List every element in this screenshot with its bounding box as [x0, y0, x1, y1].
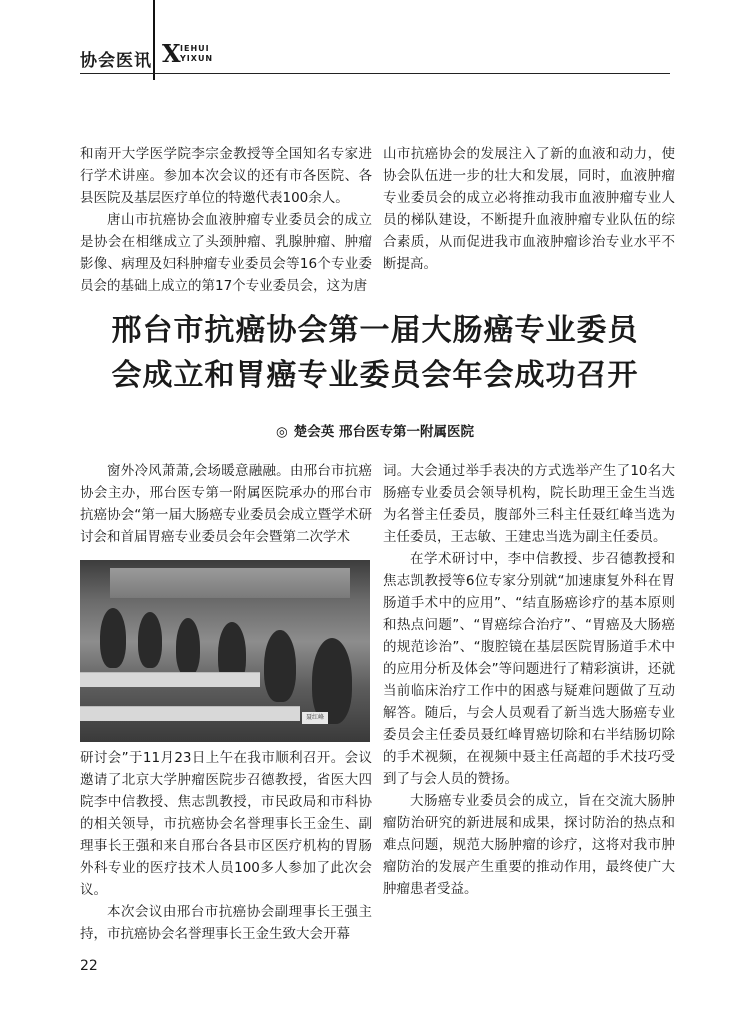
article-left-column-bottom: [80, 747, 372, 945]
byline-text: 楚会英 邢台医专第一附属医院: [293, 424, 474, 440]
paragraph: 本次会议由邢台市抗癌协会副理事长王强主持，市抗癌协会名誉理事长王金生致大会开幕: [80, 904, 372, 942]
photo-table: [80, 672, 260, 687]
photo-person: [100, 608, 126, 668]
photo-person: [138, 612, 162, 668]
paragraph: 山市抗癌协会的发展注入了新的血液和动力，使协会队伍进一步的壮大和发展，同时，血液肿瘤专业委员会的成立必将推动我市血液肿瘤专业人员的梯队建设，不断提升血液肿瘤专业队伍的综合素质，从而促进我市血液肿瘤诊治专业水平不断提高。: [383, 146, 675, 272]
previous-article-right-column: [383, 143, 675, 275]
paragraph: 和南开大学医学院李宗金教授等全国知名专家进行学术讲座。参加本次会议的还有市各医院、各县医院及基层医疗单位的特邀代表100余人。: [80, 146, 372, 206]
photo-banner: [110, 568, 350, 598]
meeting-photo: [80, 560, 370, 742]
article-title-line-1: 邢台市抗癌协会第一届大肠癌专业委员: [111, 313, 639, 348]
header-vertical-rule: [153, 0, 155, 80]
section-title: 协会医讯: [80, 51, 152, 71]
paragraph: 在学术研讨中，李中信教授、步召德教授和焦志凯教授等6位专家分别就“加速康复外科在胃肠道手术中的应用”、“结直肠癌诊疗的基本原则和热点问题”、“胃癌综合治疗”、“胃癌及大肠癌的规范诊治”、“腹腔镜在基层医院胃肠道手术中的应用分析及体会”等问题进行了精彩演讲，还就当前临床治疗工作中的困惑与疑难问题做了互动解答。随后，与会人员观看了新当选大肠癌专业委员会主任委员聂红峰胃癌切除和右半结肠切除的手术视频，在视频中聂主任高超的手术技巧受到了与会人员的赞扬。: [383, 551, 675, 787]
article-right-column: [383, 460, 675, 900]
article-left-column-top: [80, 460, 372, 548]
photo-person: [264, 630, 296, 702]
section-logo-letter: X: [162, 39, 181, 68]
previous-article-left-column: [80, 143, 372, 297]
paragraph: 唐山市抗癌协会血液肿瘤专业委员会的成立是协会在相继成立了头颈肿瘤、乳腺肿瘤、肿瘤影像、病理及妇科肿瘤专业委员会等16个专业委员会的基础上成立的第17个专业委员会，这为唐: [80, 212, 372, 294]
section-logo-word-2: YIXUN: [180, 54, 214, 63]
section-logo-word-1: IEHUI: [180, 44, 210, 53]
photo-nameplate: 聂红峰: [302, 712, 328, 724]
section-logo-words: [180, 44, 213, 64]
paragraph: 大肠癌专业委员会的成立，旨在交流大肠肿瘤防治研究的新进展和成果，探讨防治的热点和难点问题，规范大肠肿瘤的诊疗，这将对我市肿瘤防治的发展产生重要的推动作用，最终使广大肿瘤患者受益。: [383, 793, 675, 897]
paragraph: 词。大会通过举手表决的方式选举产生了10名大肠癌专业委员会领导机构，院长助理王金生当选为名誉主任委员，腹部外三科主任聂红峰当选为主任委员，王志敏、王建忠当选为副主任委员。: [383, 463, 675, 545]
photo-person: [176, 618, 200, 676]
article-byline: [0, 420, 750, 440]
paragraph: 研讨会”于11月23日上午在我市顺利召开。会议邀请了北京大学肿瘤医院步召德教授，省医大四院李中信教授、焦志凯教授，市民政局和市科协的相关领导，市抗癌协会名誉理事长王金生、副理事长王强和来自邢台各县市区医疗机构的胃肠外科专业的医疗技术人员100多人参加了此次会议。: [80, 750, 372, 898]
article-title: [60, 308, 690, 398]
byline-mark: ◎: [276, 424, 288, 440]
page-number: 22: [80, 958, 98, 974]
article-title-line-2: 会成立和胃癌专业委员会年会成功召开: [111, 358, 639, 393]
header-horizontal-rule: [80, 73, 670, 74]
paragraph: 窗外冷风萧萧,会场暖意融融。由邢台市抗癌协会主办，邢台医专第一附属医院承办的邢台市抗癌协会“第一届大肠癌专业委员会成立暨学术研讨会和首届胃癌专业委员会年会暨第二次学术: [80, 463, 372, 545]
photo-table: [80, 706, 300, 721]
